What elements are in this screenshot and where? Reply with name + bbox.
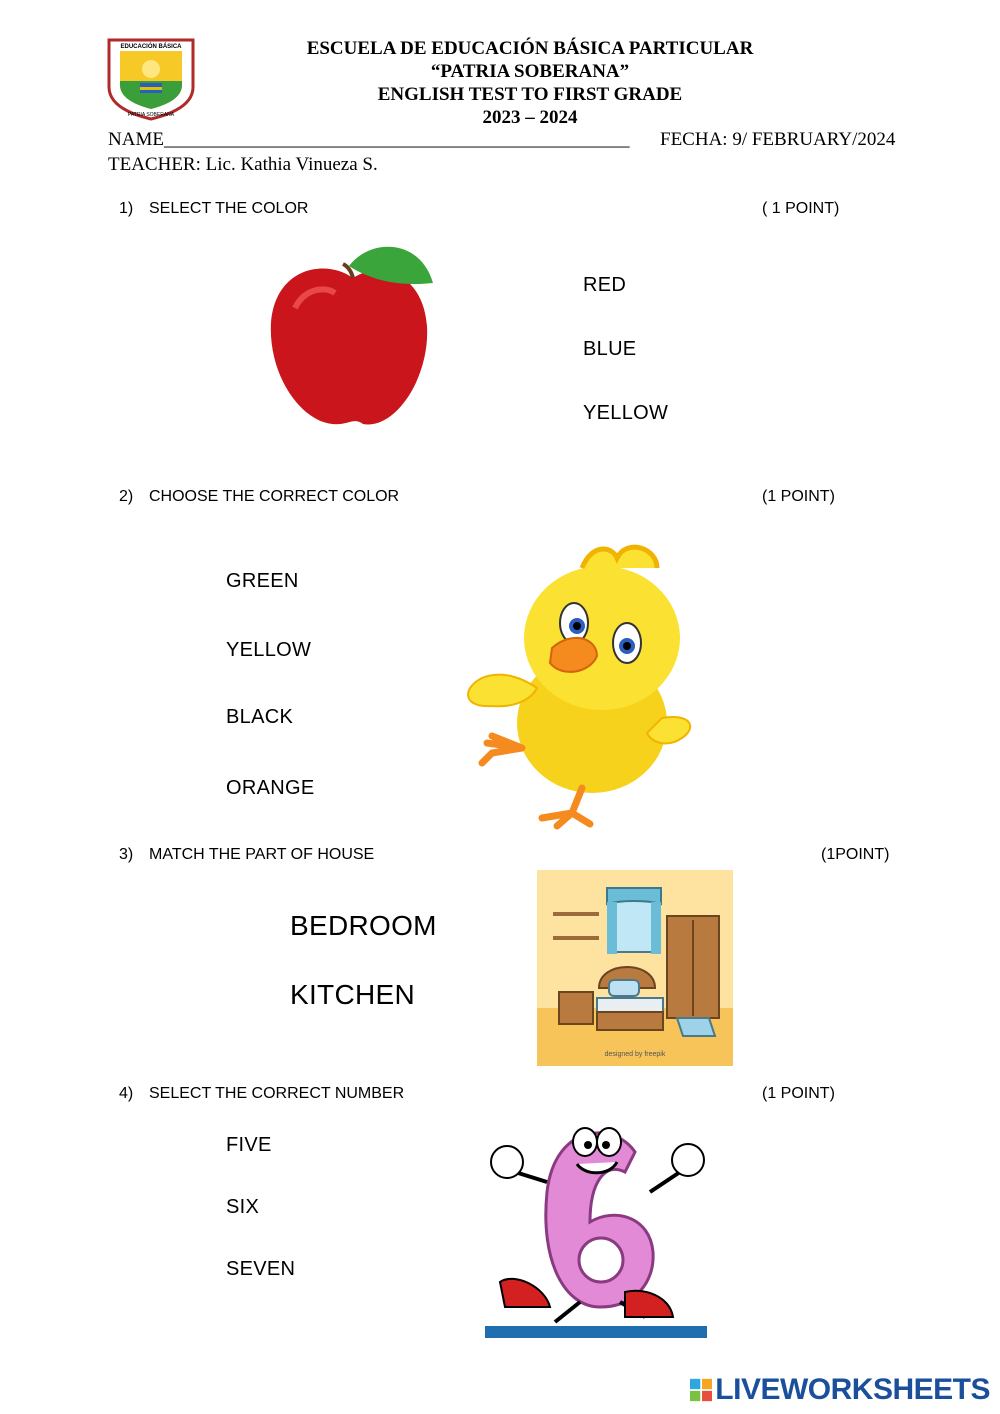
question-2-title: CHOOSE THE CORRECT COLOR — [149, 488, 400, 505]
svg-text:designed by freepik: designed by freepik — [604, 1051, 666, 1058]
q2-option-black[interactable]: BLACK — [226, 706, 294, 728]
question-1-title: SELECT THE COLOR — [149, 200, 309, 217]
question-2-number: 2) — [119, 488, 134, 505]
question-3-number: 3) — [119, 846, 134, 863]
liveworksheets-brand: LIVEWORKSHEETS — [715, 1373, 990, 1406]
school-year: 2023 – 2024 — [482, 107, 578, 128]
question-4-number: 4) — [119, 1085, 134, 1102]
q2-option-orange[interactable]: ORANGE — [226, 777, 315, 799]
q2-option-yellow[interactable]: YELLOW — [226, 639, 312, 661]
liveworksheets-logo — [690, 1372, 990, 1408]
q3-option-kitchen[interactable]: KITCHEN — [290, 979, 415, 1010]
school-subtitle: “PATRIA SOBERANA” — [430, 61, 630, 82]
school-name: ESCUELA DE EDUCACIÓN BÁSICA PARTICULAR — [306, 38, 754, 59]
question-2-points: (1 POINT) — [762, 488, 835, 505]
name-line: NAME_________________________________________________ — [108, 129, 630, 150]
q4-option-six[interactable]: SIX — [226, 1196, 260, 1218]
question-3-title: MATCH THE PART OF HOUSE — [149, 846, 375, 863]
q3-option-bedroom[interactable]: BEDROOM — [290, 910, 437, 941]
question-4-points: (1 POINT) — [762, 1085, 835, 1102]
teacher-label: TEACHER: Lic. Kathia Vinueza S. — [108, 154, 378, 175]
school-logo — [106, 37, 196, 121]
svg-text:PATRIA SOBERANA: PATRIA SOBERANA — [127, 112, 175, 118]
q2-option-green[interactable]: GREEN — [226, 570, 299, 592]
bedroom-image — [537, 870, 733, 1066]
q1-option-red[interactable]: RED — [583, 274, 627, 296]
q4-option-five[interactable]: FIVE — [226, 1134, 272, 1156]
date-label: FECHA: 9/ FEBRUARY/2024 — [660, 129, 896, 150]
number-six-character-image — [485, 1112, 707, 1338]
q1-option-blue[interactable]: BLUE — [583, 338, 637, 360]
question-1-number: 1) — [119, 200, 134, 217]
question-4-title: SELECT THE CORRECT NUMBER — [149, 1085, 405, 1102]
question-3-points: (1POINT) — [821, 846, 890, 863]
q4-option-seven[interactable]: SEVEN — [226, 1258, 296, 1280]
q1-option-yellow[interactable]: YELLOW — [583, 402, 669, 424]
red-apple-image — [265, 238, 440, 428]
question-1-points: ( 1 POINT) — [762, 200, 840, 217]
liveworksheets-icon — [690, 1377, 712, 1403]
test-title: ENGLISH TEST TO FIRST GRADE — [377, 84, 683, 105]
svg-text:EDUCACIÓN BÁSICA: EDUCACIÓN BÁSICA — [120, 44, 182, 50]
yellow-chick-image — [462, 538, 698, 830]
